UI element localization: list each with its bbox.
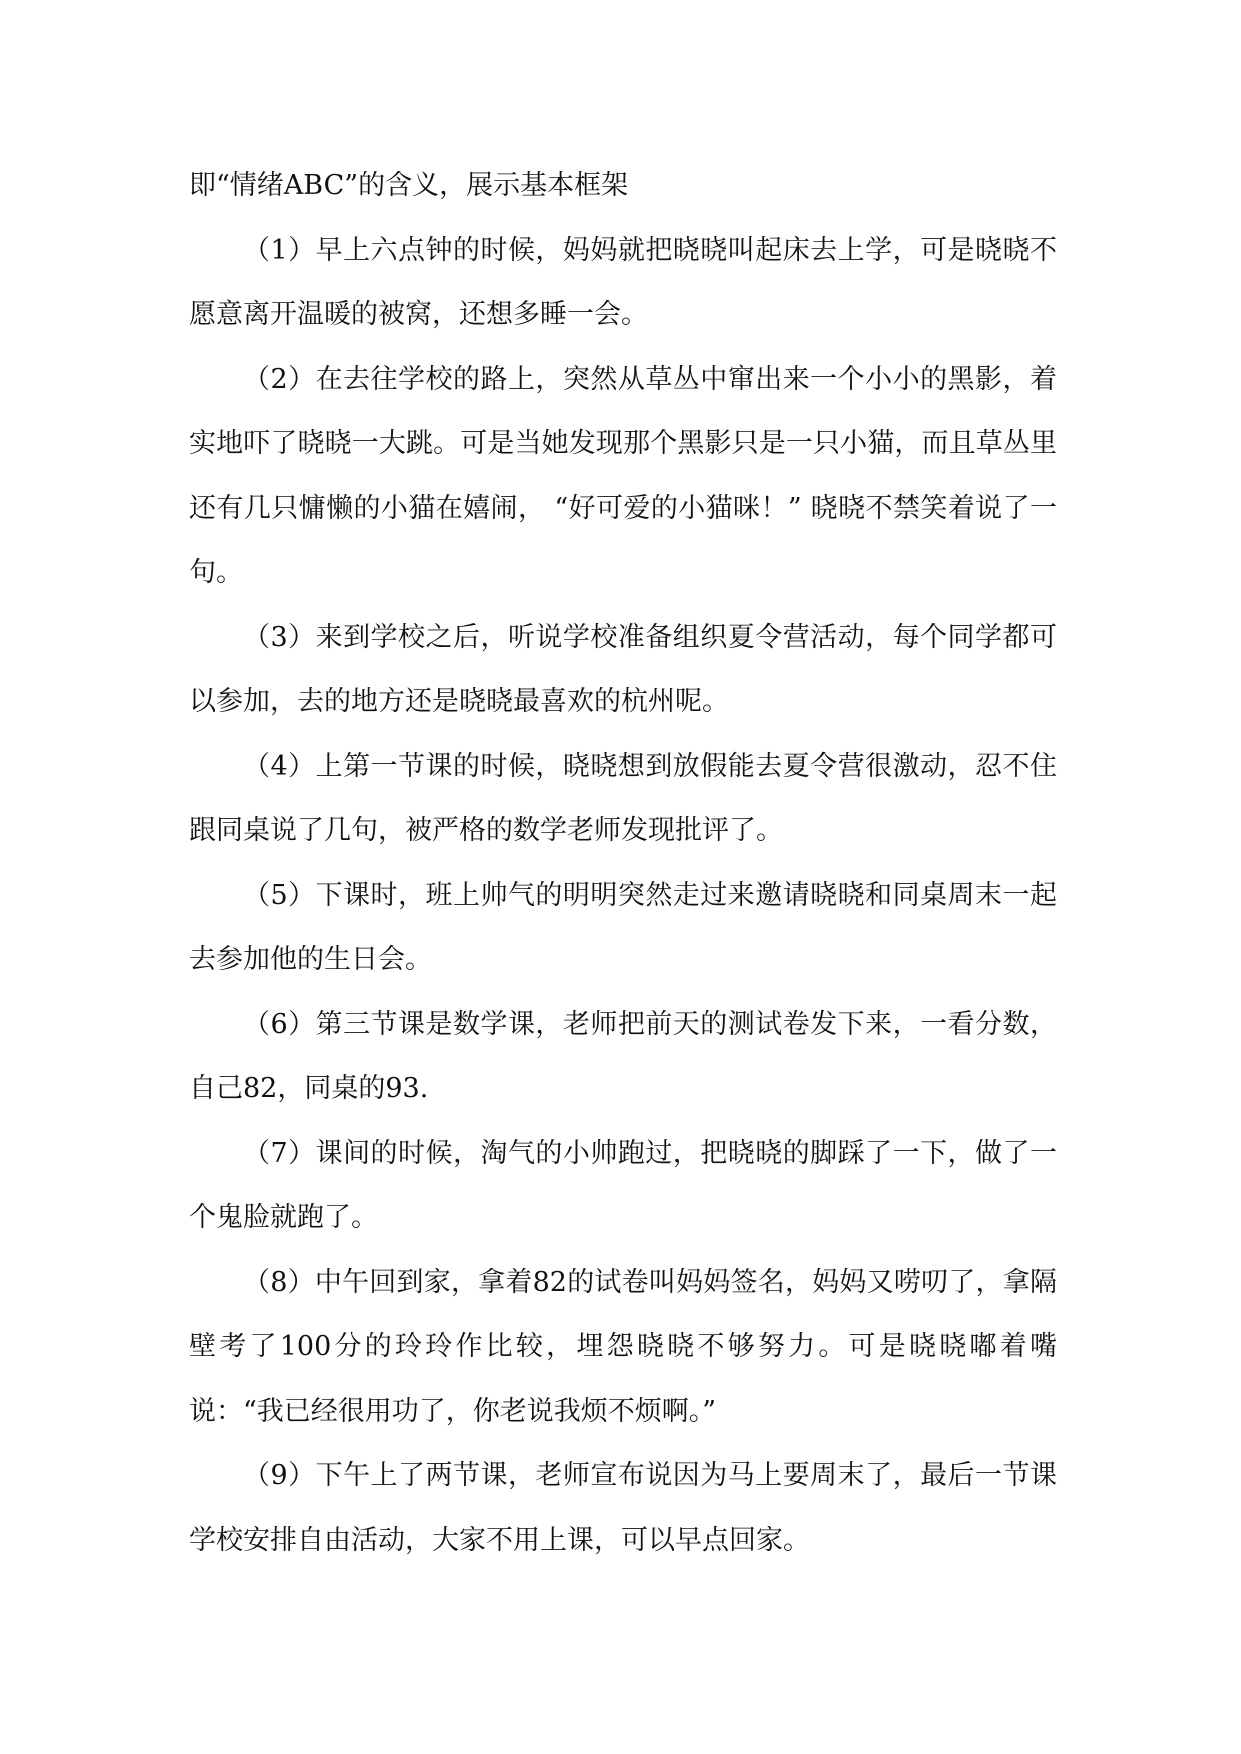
paragraph-item-5: （5）下课时，班上帅气的明明突然走过来邀请晓晓和同桌周末一起去参加他的生日会。: [189, 879, 1057, 975]
paragraph-item-2: （2）在去往学校的路上，突然从草丛中窜出来一个小小的黑影，着实地吓了晓晓一大跳。可是当她发现那个黑影只是一只小猫，而且草丛里还有几只慵懒的小猫在嬉闹， “好可爱的小猫咪！” 晓晓不禁笑着说了一句。: [189, 363, 1057, 588]
document-body: [189, 154, 1057, 1573]
paragraph-item-9: （9）下午上了两节课，老师宣布说因为马上要周末了，最后一节课学校安排自由活动，大家不用上课，可以早点回家。: [189, 1460, 1057, 1556]
paragraph-item-4: （4）上第一节课的时候，晓晓想到放假能去夏令营很激动，忍不住跟同桌说了几句，被严格的数学老师发现批评了。: [189, 750, 1057, 846]
paragraph-item-6: （6）第三节课是数学课，老师把前天的测试卷发下来，一看分数，自己82，同桌的93.: [189, 1008, 1057, 1104]
paragraph-item-7: （7）课间的时候，淘气的小帅跑过，把晓晓的脚踩了一下，做了一个鬼脸就跑了。: [189, 1137, 1057, 1233]
paragraph-item-1: （1）早上六点钟的时候，妈妈就把晓晓叫起床去上学，可是晓晓不愿意离开温暖的被窝，还想多睡一会。: [189, 234, 1057, 330]
paragraph-item-3: （3）来到学校之后，听说学校准备组织夏令营活动，每个同学都可以参加，去的地方还是晓晓最喜欢的杭州呢。: [189, 621, 1057, 717]
paragraph-item-8: （8）中午回到家，拿着82的试卷叫妈妈签名，妈妈又唠叨了，拿隔壁考了100分的玲玲作比较，埋怨晓晓不够努力。可是晓晓嘟着嘴说：“我已经很用功了，你老说我烦不烦啊。”: [189, 1266, 1057, 1427]
paragraph-intro: 即“情绪ABC”的含义，展示基本框架: [189, 170, 629, 201]
